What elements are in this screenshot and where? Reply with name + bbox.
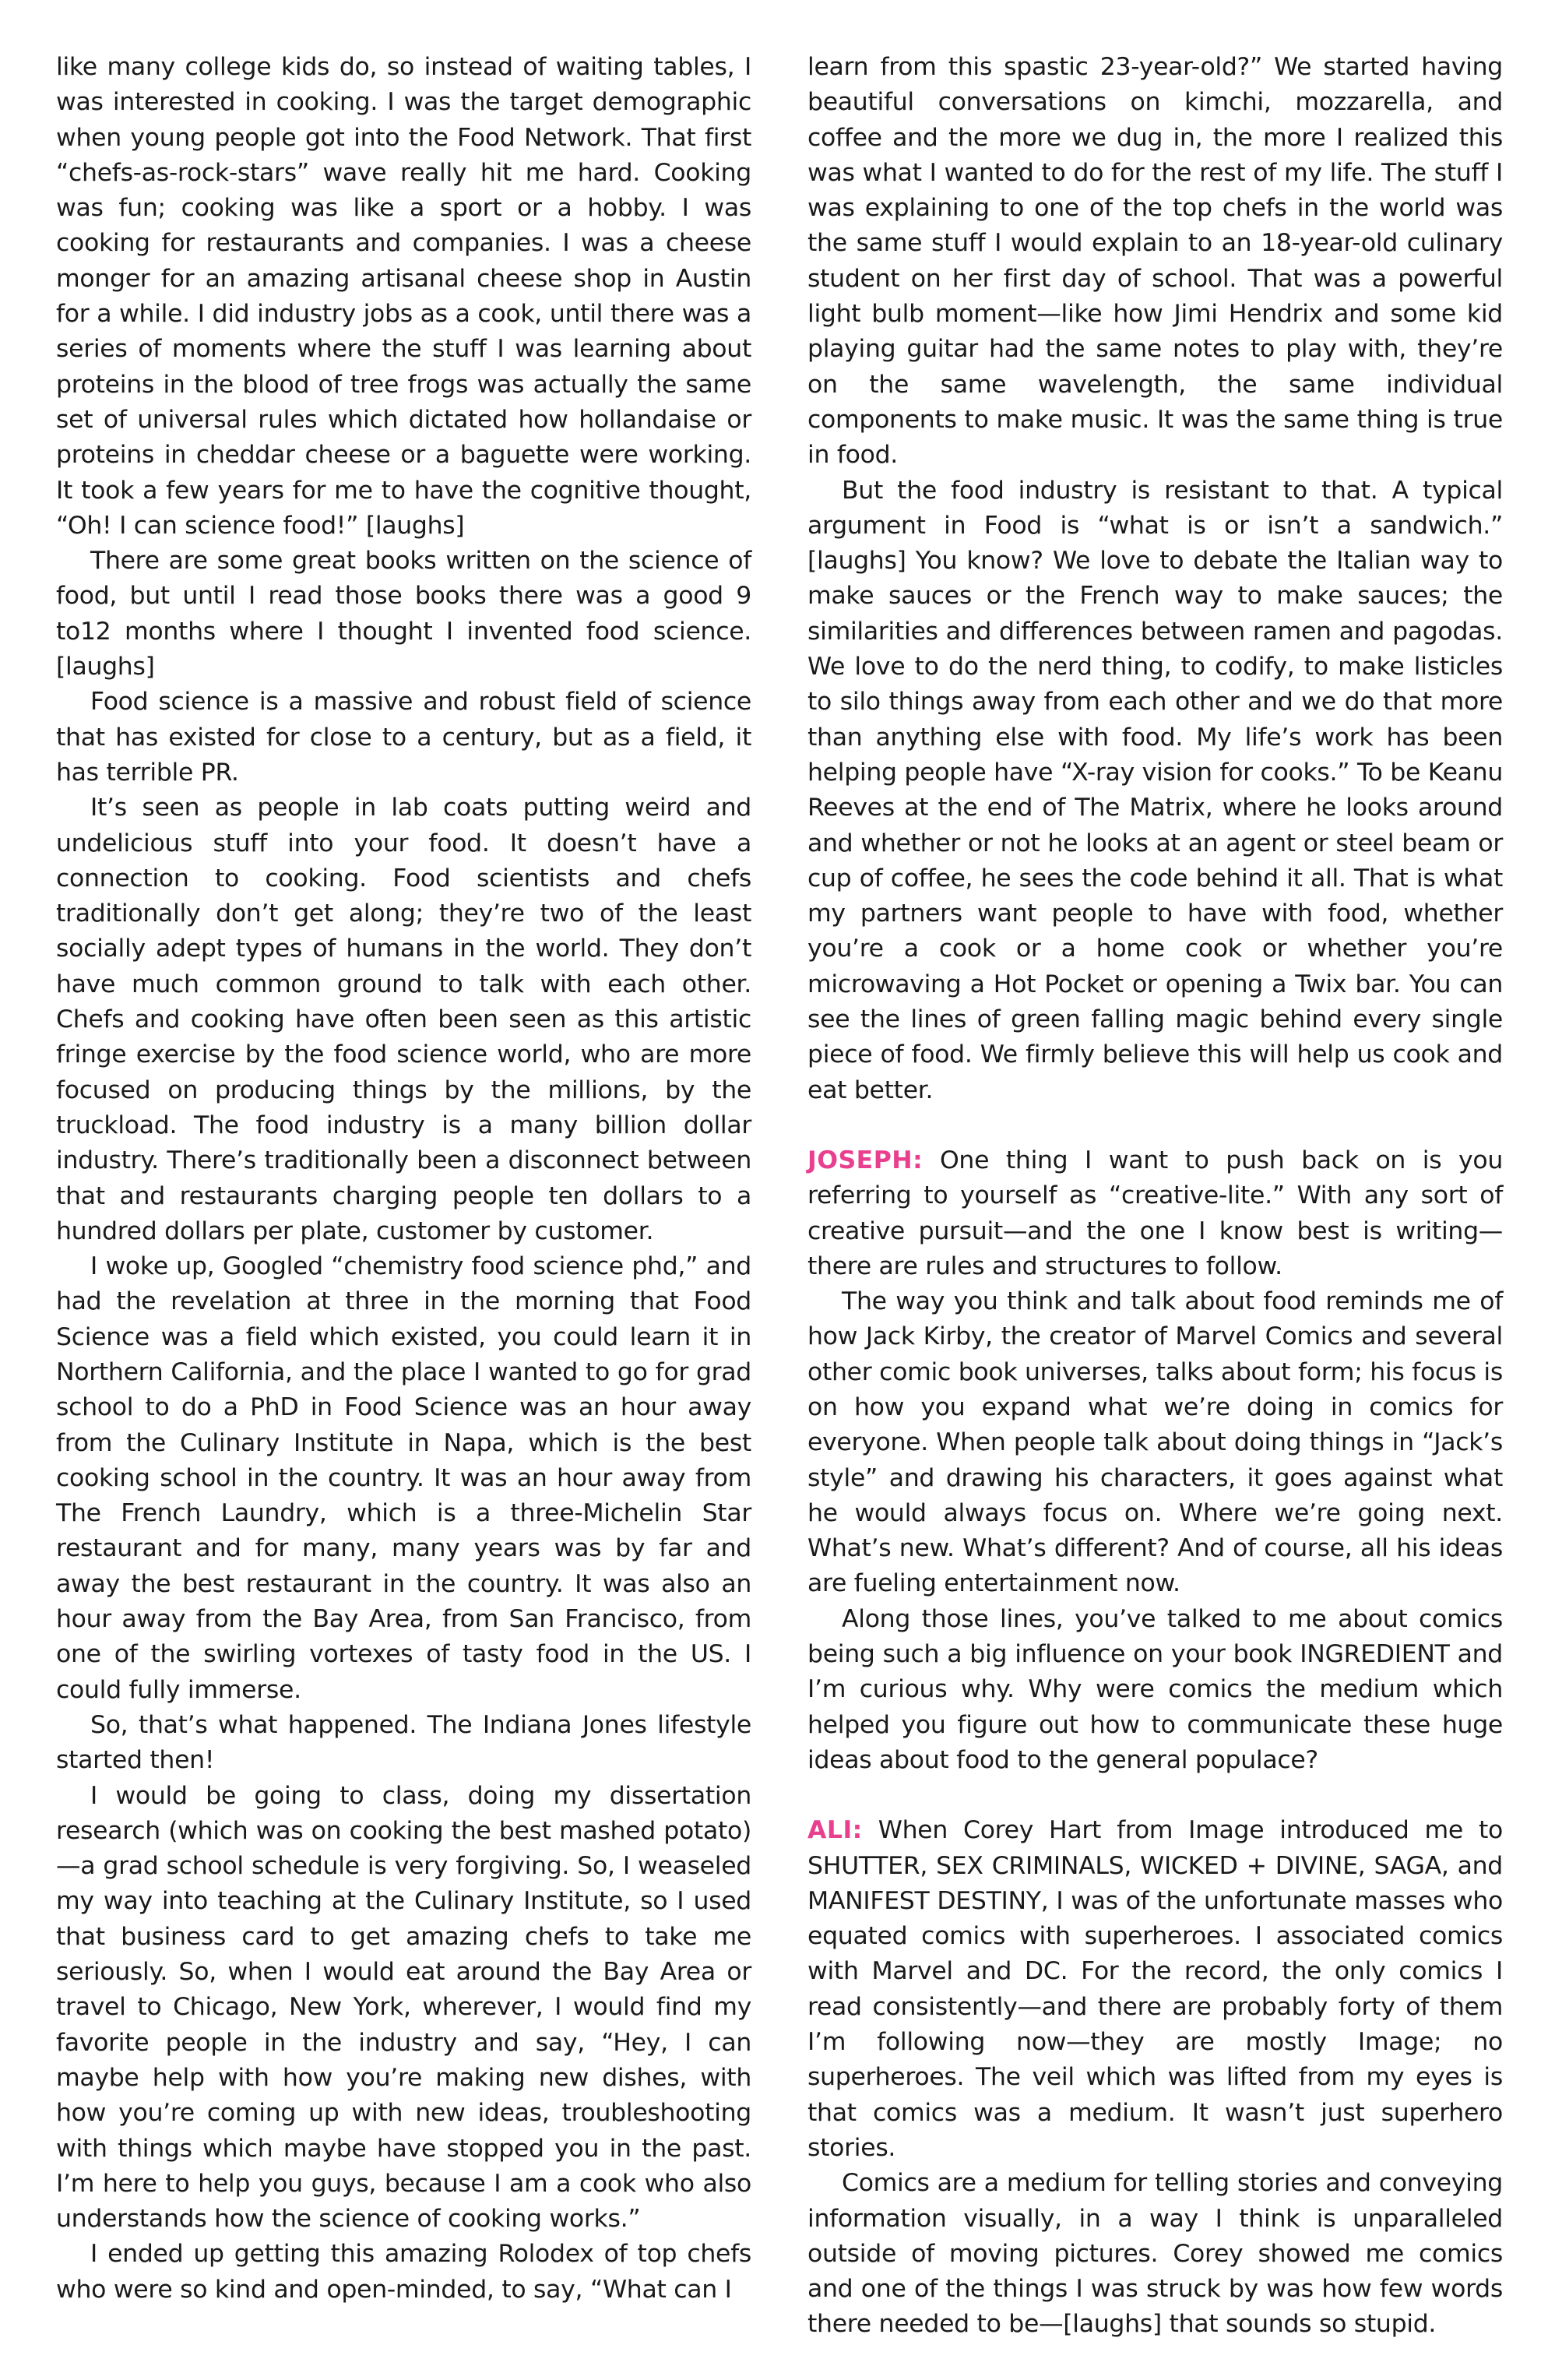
paragraph: learn from this spastic 23-year-old?” We started having beautiful conversations on kimchi, mozzarella, and coffee and the more we dug in, the more I realized this was what I wanted to do for the rest of my life. The stuff I was explaining to one of the top chefs in the world was the same stuff I would explain to an 18-year-old culinary student on her first day of school. That was a powerful light bulb moment—like how Jimi Hendrix and some kid playing guitar had the same notes to play with, they’re on the same wavelength, the same individual components to make music. It was the same thing is true in food.: [807, 53, 1503, 470]
paragraph: There are some great books written on the science of food, but until I read those books there was a good 9 to12 months where I thought I invented food science. [laughs]: [56, 547, 751, 681]
paragraph: But the food industry is resistant to that. A typical argument in Food is “what is or isn’t a sandwich.” [laughs] You know? We love to debate the Italian way to make sauces or the French way to make sauces; the similarities and differences between ramen and pagodas. We love to do the nerd thing, to codify, to make listicles to silo things away from each other and we do that more than anything else with food. My life’s work has been helping people have “X-ray vision for cooks.” To be Keanu Reeves at the end of The Matrix, where he looks around and whether or not he looks at an agent or steel beam or cup of coffee, he sees the code behind it all. That is what my partners want people to have with food, whether you’re a cook or a home cook or whether you’re microwaving a Hot Pocket or opening a Twix bar. You can see the lines of green falling magic behind every single piece of food. We firmly believe this will help us cook and eat better.: [807, 476, 1503, 1104]
paragraph-text: When Corey Hart from Image introduced me to SHUTTER, SEX CRIMINALS, WICKED + DIVINE, SAGA, and MANIFEST DESTINY, I was of the unfortunate masses who equated comics with superheroes. I associated comics with Marvel and DC. For the record, the only comics I read consistently—and there are probably forty of them I’m following now—they are mostly Image; no superheroes. The veil which was lifted from my eyes is that comics was a medium. It wasn’t just superhero stories.: [807, 1816, 1503, 2162]
paragraph: So, that’s what happened. The Indiana Jones lifestyle started then!: [56, 1710, 751, 1775]
paragraph: I ended up getting this amazing Rolodex of top chefs who were so kind and open-minded, to say, “What can I: [56, 2240, 751, 2304]
paragraph: Comics are a medium for telling stories and conveying information visually, in a way I think is unparalleled outside of moving pictures. Corey showed me comics and one of the things I was struck by was how few words there needed to be—[laughs] that sounds so stupid.: [807, 2169, 1503, 2339]
paragraph: like many college kids do, so instead of waiting tables, I was interested in cooking. I was the target demographic when young people got into the Food Network. That first “chefs-as-rock-stars” wave really hit me hard. Cooking was fun; cooking was like a sport or a hobby. I was cooking for restaurants and companies. I was a cheese monger for an amazing artisanal cheese shop in Austin for a while. I did industry jobs as a cook, until there was a series of moments where the stuff I was learning about proteins in the blood of tree frogs was actually the same set of universal rules which dictated how hollandaise or proteins in cheddar cheese or a baguette were working. It took a few years for me to have the cognitive thought, “Oh! I can science food!” [laughs]: [56, 53, 751, 540]
left-column: [56, 50, 751, 2380]
paragraph: Food science is a massive and robust field of science that has existed for close to a century, but as a field, it has terrible PR.: [56, 688, 751, 787]
ali-answer: [807, 1813, 1503, 2166]
paragraph: It’s seen as people in lab coats putting weird and undelicious stuff into your food. It doesn’t have a connection to cooking. Food scientists and chefs traditionally don’t get along; they’re two of the least socially adept types of humans in the world. They don’t have much common ground to talk with each other. Chefs and cooking have often been seen as this artistic fringe exercise by the food science world, who are more focused on producing things by the millions, by the truckload. The food industry is a many billion dollar industry. There’s traditionally been a disconnect between that and restaurants charging people ten dollars to a hundred dollars per plate, customer by customer.: [56, 794, 751, 1245]
speaker-label-joseph: JOSEPH:: [807, 1146, 924, 1174]
joseph-question: [807, 1143, 1503, 1284]
right-column: [807, 50, 1503, 2380]
paragraph-text: One thing I want to push back on is you referring to yourself as “creative-lite.” With any sort of creative pursuit—and the one I know best is writing—there are rules and structures to follow.: [807, 1146, 1503, 1280]
paragraph: I woke up, Googled “chemistry food science phd,” and had the revelation at three in the morning that Food Science was a field which existed, you could learn it in Northern California, and the place I wanted to go for grad school to do a PhD in Food Science was an hour away from the Culinary Institute in Napa, which is the best cooking school in the country. It was an hour away from The French Laundry, which is a three-Michelin Star restaurant and for many, many years was by far and away the best restaurant in the country. It was also an hour away from the Bay Area, from San Francisco, from one of the swirling vortexes of tasty food in the US. I could fully immerse.: [56, 1252, 751, 1704]
paragraph: Along those lines, you’ve talked to me about comics being such a big influence on your book INGREDIENT and I’m curious why. Why were comics the medium which helped you figure out how to communicate these huge ideas about food to the general populace?: [807, 1604, 1503, 1774]
paragraph: The way you think and talk about food reminds me of how Jack Kirby, the creator of Marvel Comics and several other comic book universes, talks about form; his focus is on how you expand what we’re doing in comics for everyone. When people talk about doing things in “Jack’s style” and drawing his characters, it goes against what he would always focus on. Where we’re going next. What’s new. What’s different? And of course, all his ideas are fueling entertainment now.: [807, 1287, 1503, 1598]
speaker-label-ali: ALI:: [807, 1816, 863, 1845]
paragraph: I would be going to class, doing my dissertation research (which was on cooking the best mashed potato)—a grad school schedule is very forgiving. So, I weaseled my way into teaching at the Culinary Institute, so I used that business card to get amazing chefs to take me seriously. So, when I would eat around the Bay Area or travel to Chicago, New York, wherever, I would find my favorite people in the industry and say, “Hey, I can maybe help with how you’re making new dishes, with how you’re coming up with new ideas, troubleshooting with things which maybe have stopped you in the past. I’m here to help you guys, because I am a cook who also understands how the science of cooking works.”: [56, 1781, 751, 2234]
